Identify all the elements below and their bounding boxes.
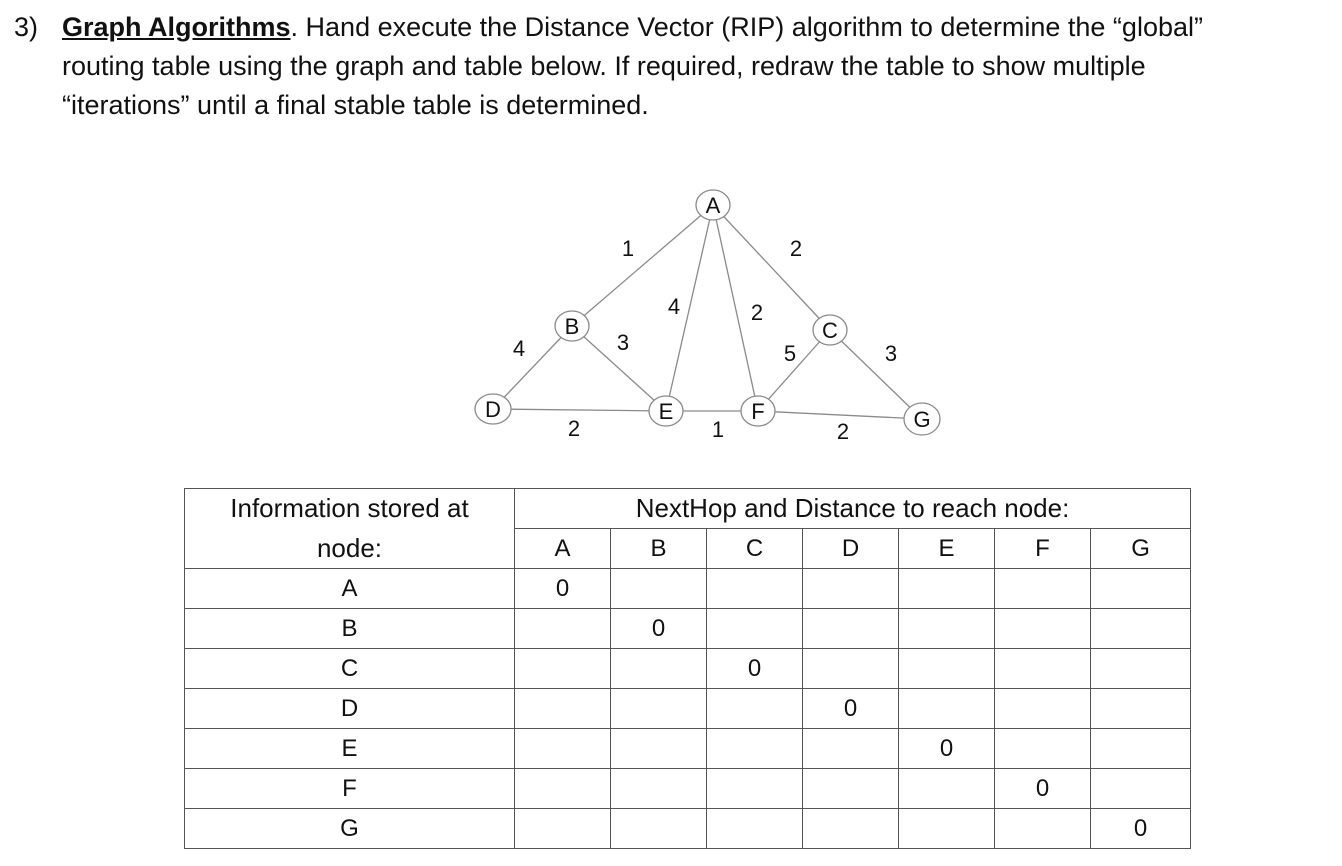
question-title-suffix: . (290, 12, 299, 42)
table-cell[interactable] (707, 729, 803, 769)
table-cell[interactable] (803, 649, 899, 689)
edge-d-e (493, 409, 666, 411)
column-header-c: C (707, 529, 803, 569)
table-cell[interactable] (995, 569, 1091, 609)
table-cell[interactable] (611, 769, 707, 809)
node-a-label: A (705, 193, 721, 218)
row-node-label: B (185, 609, 515, 649)
header-nexthop-distance: NextHop and Distance to reach node: (515, 489, 1191, 529)
weight-d-e: 2 (567, 416, 581, 441)
table-row (185, 569, 1191, 609)
weight-a-f: 2 (750, 300, 764, 325)
row-node-label: A (185, 569, 515, 609)
weight-c-g: 3 (884, 341, 898, 366)
table-cell[interactable] (803, 569, 899, 609)
column-header-g: G (1091, 529, 1191, 569)
weight-a-c: 2 (789, 236, 803, 261)
table-cell[interactable]: 0 (803, 689, 899, 729)
weight-e-f: 1 (711, 417, 725, 442)
table-cell[interactable] (611, 689, 707, 729)
column-header-d: D (803, 529, 899, 569)
table-row (185, 649, 1191, 689)
table-cell[interactable] (515, 649, 611, 689)
node-e-label: E (658, 399, 674, 424)
table-header-row-2 (185, 529, 1191, 569)
question-line-1-rest: Hand execute the Distance Vector (RIP) algorithm to determine the “global” (298, 12, 1203, 42)
table-row (185, 769, 1191, 809)
row-node-label: E (185, 729, 515, 769)
weight-b-d: 4 (512, 336, 526, 361)
table-cell[interactable] (899, 569, 995, 609)
node-b-label: B (564, 314, 580, 339)
table-cell[interactable] (899, 769, 995, 809)
column-header-b: B (611, 529, 707, 569)
table-row (185, 809, 1191, 849)
table-cell[interactable] (899, 609, 995, 649)
table-cell[interactable] (611, 809, 707, 849)
node-f (741, 396, 775, 426)
node-c (813, 315, 847, 345)
column-header-f: F (995, 529, 1091, 569)
routing-table (184, 488, 1191, 849)
row-node-label: C (185, 649, 515, 689)
table-cell[interactable] (995, 809, 1091, 849)
table-cell[interactable] (515, 689, 611, 729)
table-cell[interactable] (1091, 649, 1191, 689)
table-cell[interactable]: 0 (515, 569, 611, 609)
table-cell[interactable] (899, 649, 995, 689)
weight-c-f: 5 (783, 341, 797, 366)
table-cell[interactable] (803, 809, 899, 849)
question-title: Graph Algorithms (62, 12, 291, 42)
table-cell[interactable] (515, 809, 611, 849)
edge-a-b (572, 205, 713, 326)
table-cell[interactable] (803, 769, 899, 809)
question-line-3: “iterations” until a final stable table is determined. (62, 90, 649, 120)
table-cell[interactable] (707, 809, 803, 849)
table-cell[interactable] (515, 609, 611, 649)
table-cell[interactable] (515, 729, 611, 769)
table-cell[interactable] (899, 689, 995, 729)
table-cell[interactable] (707, 569, 803, 609)
table-cell[interactable]: 0 (995, 769, 1091, 809)
row-node-label: G (185, 809, 515, 849)
table-header-row-1 (185, 489, 1191, 529)
edge-c-g (830, 330, 922, 419)
table-row (185, 609, 1191, 649)
table-cell[interactable] (1091, 769, 1191, 809)
table-cell[interactable] (1091, 729, 1191, 769)
table-cell[interactable]: 0 (899, 729, 995, 769)
node-a (696, 190, 730, 220)
question-line-2: routing table using the graph and table below. If required, redraw the table to show multiple (62, 51, 1146, 81)
node-g-label: G (913, 407, 931, 432)
node-f-label: F (751, 399, 765, 424)
table-row (185, 729, 1191, 769)
row-node-label: D (185, 689, 515, 729)
table-cell[interactable] (707, 769, 803, 809)
table-cell[interactable]: 0 (611, 609, 707, 649)
table-cell[interactable] (611, 649, 707, 689)
table-cell[interactable] (707, 609, 803, 649)
table-cell[interactable] (995, 729, 1091, 769)
table-cell[interactable] (995, 649, 1091, 689)
table-cell[interactable] (1091, 609, 1191, 649)
weight-a-b: 1 (621, 236, 635, 261)
table-cell[interactable] (611, 569, 707, 609)
node-d (475, 394, 511, 424)
table-row (185, 689, 1191, 729)
node-d-label: D (485, 397, 501, 422)
node-g (904, 403, 940, 435)
column-header-e: E (899, 529, 995, 569)
weight-a-e: 4 (667, 294, 681, 319)
table-cell[interactable] (1091, 689, 1191, 729)
table-cell[interactable] (515, 769, 611, 809)
table-cell[interactable] (995, 689, 1091, 729)
header-info-stored: Information stored at (185, 489, 515, 529)
edge-b-d (493, 326, 572, 409)
weight-f-g: 2 (836, 419, 850, 444)
node-b (555, 311, 589, 341)
table-cell[interactable] (1091, 569, 1191, 609)
weight-b-e: 3 (616, 330, 630, 355)
column-header-a: A (515, 529, 611, 569)
table-cell[interactable] (899, 809, 995, 849)
table-cell[interactable] (803, 609, 899, 649)
node-e (649, 396, 683, 426)
edge-f-g (758, 411, 922, 419)
table-cell[interactable] (995, 609, 1091, 649)
header-node: node: (185, 529, 515, 569)
row-node-label: F (185, 769, 515, 809)
table-cell[interactable] (803, 729, 899, 769)
node-c-label: C (822, 318, 838, 343)
table-cell[interactable] (707, 689, 803, 729)
question-number: 3) (14, 12, 39, 42)
edge-a-c (713, 205, 830, 330)
table-cell[interactable]: 0 (1091, 809, 1191, 849)
table-cell[interactable] (611, 729, 707, 769)
table-cell[interactable]: 0 (707, 649, 803, 689)
